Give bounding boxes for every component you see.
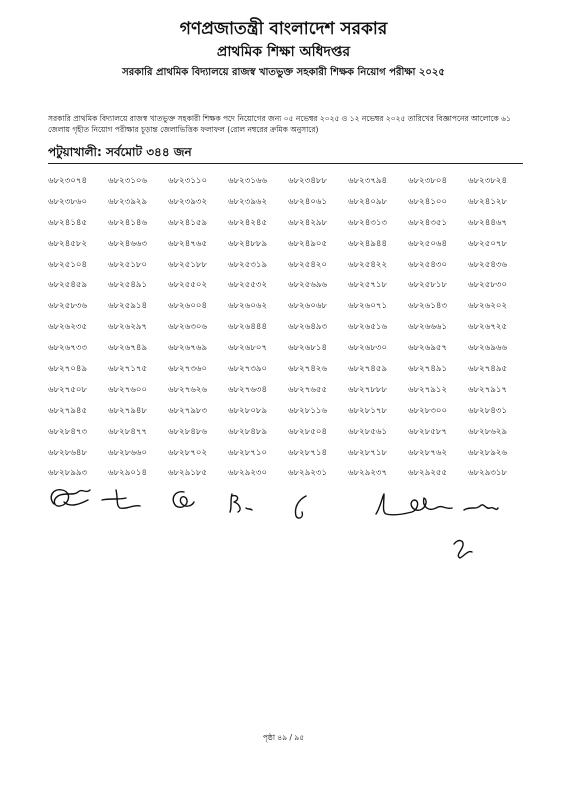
roll-number: ৬৮২৮১৭৮ bbox=[348, 405, 388, 416]
roll-number: ৬৮২৩৯৬২ bbox=[228, 196, 268, 207]
roll-number: ৬৮২৬১৪৩ bbox=[408, 301, 448, 312]
roll-number: ৬৮২৬২০২ bbox=[468, 301, 508, 312]
roll-number: ৬৮২৮৪৮৯ bbox=[228, 426, 268, 437]
roll-number: ৬৮২৭৬৩৪ bbox=[228, 384, 268, 395]
roll-number: ৬৮২৪৯৪৪ bbox=[348, 238, 388, 249]
roll-number: ৬৮২৪১৪৫ bbox=[48, 217, 88, 228]
roll-number: ৬৮২৭৬২৬ bbox=[168, 384, 208, 395]
roll-number: ৬৮২৮৯৯৩ bbox=[48, 468, 88, 479]
roll-number: ৬৮২৩৪৮৮ bbox=[288, 176, 328, 186]
roll-number: ৬৮২৮৬৬০ bbox=[108, 447, 148, 458]
roll-number: ৬৮২৮৭৬২ bbox=[408, 447, 448, 458]
roll-number: ৬৮২৮১১৬ bbox=[288, 405, 328, 416]
roll-number: ৬৮২৭৩৬০ bbox=[168, 364, 208, 375]
roll-number: ৬৮২৮৪৭৭ bbox=[108, 426, 148, 437]
roll-number: ৬৮২৫১০৪ bbox=[48, 259, 88, 270]
roll-number: ৬৮২৮৯২৬ bbox=[468, 447, 508, 458]
signature-4 bbox=[226, 490, 256, 516]
roll-number: ৬৮২৭৪৯১ bbox=[408, 364, 448, 375]
roll-number: ৬৮২৫৪৫৯ bbox=[48, 280, 88, 291]
roll-number: ৬৮২৪৮৮৯ bbox=[228, 238, 268, 249]
roll-number: ৬৮২৬৩০৬ bbox=[168, 322, 208, 333]
roll-number: ৬৮২৭৯৮৩ bbox=[168, 405, 208, 416]
roll-number: ৬৮২৬০৬৮ bbox=[288, 301, 328, 312]
roll-number: ৬৮২৫৫০২ bbox=[168, 280, 208, 291]
roll-number: ৬৮২৪৬৬৩ bbox=[108, 238, 148, 249]
roll-number: ৬৮২৬৯৬৬ bbox=[468, 343, 508, 354]
roll-number: ৬৮২৬৭২৫ bbox=[468, 322, 508, 333]
roll-number: ৬৮২৭৬০০ bbox=[108, 384, 148, 395]
roll-number: ৬৮২৭৯৪৮ bbox=[108, 405, 148, 416]
roll-number: ৬৮২৬২৯৭ bbox=[108, 322, 148, 333]
signature-5 bbox=[286, 492, 314, 524]
roll-number: ৬৮২৪১৪৬ bbox=[108, 217, 148, 228]
roll-number: ৬৮২৯০১৪ bbox=[108, 468, 148, 479]
roll-number: ৬৮২৭৯১২ bbox=[408, 384, 448, 395]
roll-number: ৬৮২৪১২৮ bbox=[468, 196, 508, 207]
roll-number: ৬৮২৩৯৩২ bbox=[168, 196, 208, 207]
roll-number: ৬৮২৬৭৩৩ bbox=[48, 343, 88, 354]
roll-number: ৬৮২৫৫৩২ bbox=[228, 280, 268, 291]
roll-number: ৬৮২৫০৬৪ bbox=[408, 238, 448, 249]
roll-number: ৬৮২৭৩৯০ bbox=[228, 364, 268, 375]
roll-number: ৬৮২৭০৪৯ bbox=[48, 364, 88, 375]
roll-number: ৬৮২৯২৩০ bbox=[228, 468, 268, 479]
roll-number: ৬৮২৭৬৫৫ bbox=[288, 384, 328, 395]
roll-number: ৬৮২৭৫০৮ bbox=[48, 384, 88, 395]
signature-1 bbox=[44, 482, 99, 514]
roll-number: ৬৮২৬৭৬৯ bbox=[168, 343, 208, 354]
roll-number: ৬৮২৮৪৩১ bbox=[468, 405, 508, 416]
roll-number: ৬৮২৯২৩৭ bbox=[348, 468, 388, 479]
roll-number: ৬৮২৭৮৮৮ bbox=[348, 384, 388, 395]
roll-number: ৬৮২৬৮০৭ bbox=[228, 343, 268, 354]
roll-number: ৬৮২৭৪৯৫ bbox=[468, 364, 508, 375]
heading-divider bbox=[48, 163, 523, 164]
document-header bbox=[0, 18, 567, 80]
roll-number: ৬৮২৮৭১৮ bbox=[348, 447, 388, 458]
roll-number: ৬৮২৪৪৬৭ bbox=[468, 217, 508, 228]
roll-number: ৬৮২৮৪৭৩ bbox=[48, 426, 88, 437]
roll-number: ৬৮২৩৭৯৪ bbox=[348, 176, 388, 186]
roll-number: ৬৮২৮৪৮৬ bbox=[168, 426, 208, 437]
roll-number: ৬৮২৭৪২৬ bbox=[288, 364, 328, 375]
roll-number: ৬৮২৬০৭১ bbox=[348, 301, 388, 312]
roll-number: ৬৮২৯২৫৫ bbox=[408, 468, 448, 479]
roll-number: ৬৮২৪৫৮২ bbox=[48, 238, 88, 249]
roll-number: ৬৮২৮৫৮৭ bbox=[408, 426, 448, 437]
roll-number: ৬৮২৯২৩১ bbox=[288, 468, 328, 479]
roll-number: ৬৮২৮৬২৯ bbox=[468, 426, 508, 437]
roll-number: ৬৮২৭৯৪৫ bbox=[48, 405, 88, 416]
roll-number: ৬৮২৪৭৬৫ bbox=[168, 238, 208, 249]
roll-number: ৬৮২৮৭১৪ bbox=[288, 447, 328, 458]
roll-number: ৬৮২৮৫৬১ bbox=[348, 426, 388, 437]
roll-number: ৬৮২৭১৭৫ bbox=[108, 364, 148, 375]
roll-number: ৬৮২৪১০০ bbox=[408, 196, 448, 207]
roll-number: ৬৮২৩০৭৪ bbox=[48, 176, 88, 186]
roll-number: ৬৮২৫৪৯১ bbox=[108, 280, 148, 291]
roll-number: ৬৮২৬৪৯৩ bbox=[288, 322, 328, 333]
roll-number: ৬৮২৩৮০৪ bbox=[408, 176, 448, 186]
exam-title: সরকারি প্রাথমিক বিদ্যালয়ে রাজস্ব খাতভুক্ত সহকারী শিক্ষক নিয়োগ পরীক্ষা ২০২৫ bbox=[122, 67, 445, 78]
roll-number: ৬৮২৪০৯৮ bbox=[348, 196, 388, 207]
roll-number: ৬৮২৩৮২৪ bbox=[468, 176, 508, 186]
roll-number: ৬৮২৫০৭৮ bbox=[468, 238, 508, 249]
roll-number: ৬৮২৭৯১৭ bbox=[468, 384, 508, 395]
roll-number: ৬৮২৫৭১৮ bbox=[348, 280, 388, 291]
roll-number: ৬৮২৫৪২০ bbox=[288, 259, 328, 270]
roll-number: ৬৮২৫৬৯৬ bbox=[288, 280, 328, 291]
roll-number: ৬৮২৭৪৫৯ bbox=[348, 364, 388, 375]
district-heading: পটুয়াখালী: সর্বমোট ৩৪৪ জন bbox=[48, 145, 192, 159]
roll-number: ৬৮২৫১৮৮ bbox=[168, 259, 208, 270]
roll-number: ৬৮২৮৭১০ bbox=[228, 447, 268, 458]
roll-number: ৬৮২৬৬৬১ bbox=[408, 322, 448, 333]
roll-number: ৬৮২৪৯০৫ bbox=[288, 238, 328, 249]
roll-number: ৬৮২৮০৮৯ bbox=[228, 405, 268, 416]
roll-number: ৬৮২৬৭৪৯ bbox=[108, 343, 148, 354]
roll-number: ৬৮২৬৯৫৭ bbox=[408, 343, 448, 354]
roll-number: ৬৮২৩১০৬ bbox=[108, 176, 148, 186]
roll-number: ৬৮২৮৫০৪ bbox=[288, 426, 328, 437]
roll-number: ৬৮২৮৭০২ bbox=[168, 447, 208, 458]
roll-number: ৬৮২৬৪৪৪ bbox=[228, 322, 268, 333]
signature-7 bbox=[448, 534, 476, 562]
roll-number: ৬৮২৬৮৩০ bbox=[348, 343, 388, 354]
roll-number: ৬৮২৫৪৩৬ bbox=[468, 259, 508, 270]
roll-number: ৬৮২৮৬৪৮ bbox=[48, 447, 88, 458]
roll-number: ৬৮২৪১৫৯ bbox=[168, 217, 208, 228]
roll-number: ৬৮২৯১৮৫ bbox=[168, 468, 208, 479]
signature-2 bbox=[98, 484, 146, 514]
roll-number-grid bbox=[48, 171, 528, 484]
roll-number: ৬৮২৮৩০০ bbox=[408, 405, 448, 416]
roll-number: ৬৮২৬০৬২ bbox=[228, 301, 268, 312]
roll-number: ৬৮২৫১৮০ bbox=[108, 259, 148, 270]
roll-number: ৬৮২৯৩১৮ bbox=[468, 468, 508, 479]
government-title: গণপ্রজাতন্ত্রী বাংলাদেশ সরকার bbox=[179, 19, 388, 39]
roll-number: ৬৮২৩১৬৬ bbox=[228, 176, 268, 186]
signatures-area bbox=[0, 478, 567, 568]
signature-6 bbox=[372, 486, 502, 526]
roll-number: ৬৮২৩১১০ bbox=[168, 176, 208, 186]
roll-number: ৬৮২৪০৬১ bbox=[288, 196, 328, 207]
roll-number: ৬৮২৬২৩৫ bbox=[48, 322, 88, 333]
result-notice: সরকারি প্রাথমিক বিদ্যালয়ে রাজস্ব খাতভুক্ত সহকারী শিক্ষক পদে নিয়োগের জন্য ০৫ নভেম্বর ২০২৫ ও ১২ নভেম্বর ২০২৫ তারিখের বিজ্ঞাপনের আলোকে ৬১ জেলায় গৃহীত নিয়োগ পরীক্ষার চূড়ান্ত জেলাভিত্তিক ফলাফল (রোল নম্বরের ক্রমিক অনুসারে) bbox=[48, 114, 511, 134]
roll-number: ৬৮২৫৪৩০ bbox=[408, 259, 448, 270]
roll-number: ৬৮২৬৮১৪ bbox=[288, 343, 328, 354]
roll-number: ৬৮২৫৮৩০ bbox=[468, 280, 508, 291]
department-title: প্রাথমিক শিক্ষা অধিদপ্তর bbox=[216, 44, 351, 60]
roll-number: ৬৮২৫৯১৪ bbox=[108, 301, 148, 312]
roll-number: ৬৮২৫৮৩৬ bbox=[48, 301, 88, 312]
roll-number: ৬৮২৪৩৫১ bbox=[408, 217, 448, 228]
page-number: পৃষ্ঠা ৪৯ / ৯৫ bbox=[262, 733, 305, 742]
roll-number: ৬৮২৬০০৪ bbox=[168, 301, 208, 312]
roll-number: ৬৮২৫৮১৮ bbox=[408, 280, 448, 291]
roll-number: ৬৮২৩৮৬০ bbox=[48, 196, 88, 207]
roll-number: ৬৮২৩৯২৯ bbox=[108, 196, 148, 207]
signature-3 bbox=[166, 486, 196, 514]
roll-number: ৬৮২৫৪২২ bbox=[348, 259, 388, 270]
roll-number: ৬৮২৪২৪৫ bbox=[228, 217, 268, 228]
roll-number: ৬৮২৪৩১৩ bbox=[348, 217, 388, 228]
roll-number: ৬৮২৬৫১৬ bbox=[348, 322, 388, 333]
roll-number: ৬৮২৪২৯৮ bbox=[288, 217, 328, 228]
roll-number: ৬৮২৫৩১৯ bbox=[228, 259, 268, 270]
